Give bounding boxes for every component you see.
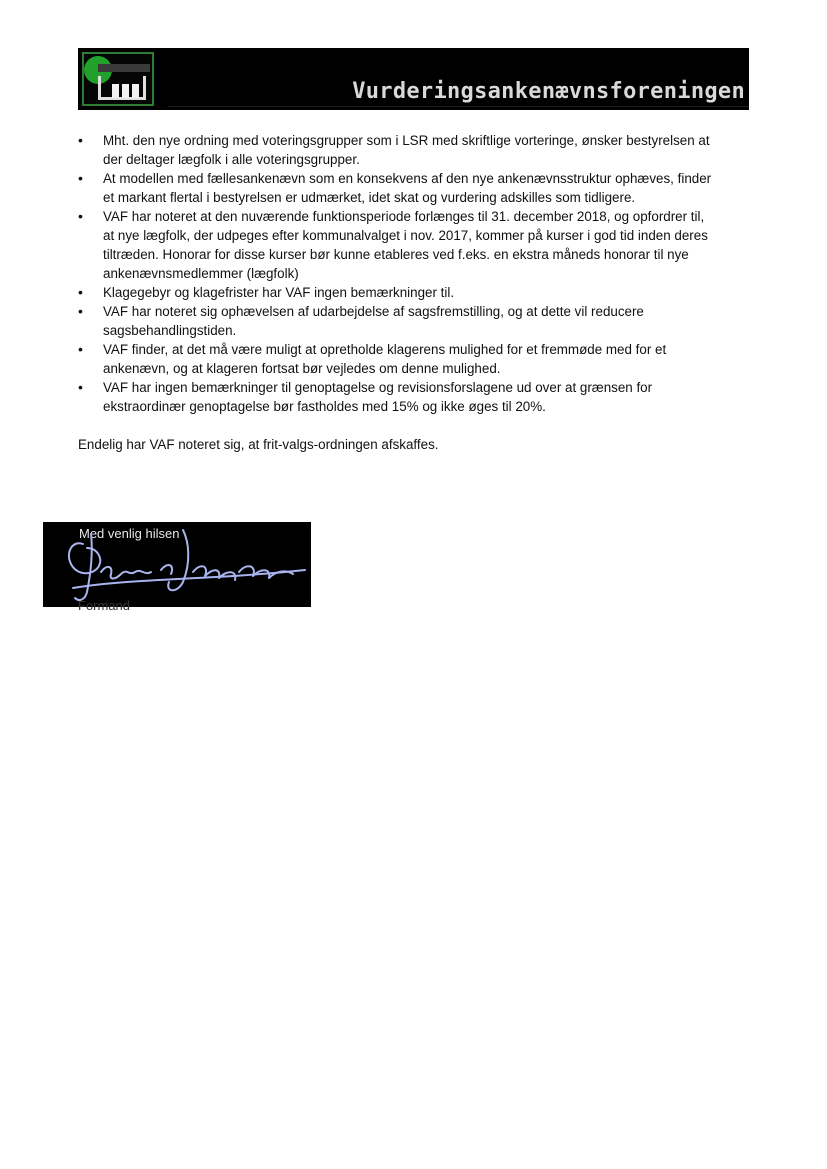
closing-paragraph: Endelig har VAF noteret sig, at frit-valgs-ordningen afskaffes. (78, 437, 439, 452)
handwritten-signature (43, 522, 311, 607)
signature-greeting: Med venlig hilsen (79, 526, 180, 541)
signature-title: Formand (78, 598, 131, 613)
bullet-item: • VAF har noteret at den nuværende funktionsperiode forlænges til 31. december 2018, og opfordrer til, at nye lægfolk, der udpeges efter kommunalvalget i nov. 2017, kommer på kurser i god tid inden deres tiltræden. Honorar for disse kurser bør kunne etableres ved f.eks. en ekstra måneds honorar til nye ankenævnsmedlemmer (lægfolk) (78, 207, 718, 283)
header-banner (78, 48, 749, 110)
bullet-item: • VAF har noteret sig ophævelsen af udarbejdelse af sagsfremstilling, og at dette vil reducere sagsbehandlingstiden. (78, 302, 718, 340)
banner-divider (168, 106, 749, 107)
bullet-item: • Mht. den nye ordning med voteringsgrupper som i LSR med skriftlige vorteringe, ønsker bestyrelsen at der deltager lægfolk i alle voteringsgrupper. (78, 131, 718, 169)
document-body (78, 131, 718, 467)
bullet-item: • VAF har ingen bemærkninger til genoptagelse og revisionsforslagene ud over at grænsen for ekstraordinær genoptagelse bør fastholdes med 15% og ikke øges til 20%. (78, 378, 718, 416)
signature-image (43, 522, 311, 607)
bullet-item: • At modellen med fællesankenævn som en konsekvens af den nye ankenævnsstruktur ophæves, finder et markant flertal i bestyrelsen er udmærket, idet skat og vurdering adskilles som tidligere. (78, 169, 718, 207)
bullet-item: • VAF finder, at det må være muligt at opretholde klagerens mulighed for et fremmøde med for et ankenævn, og at klageren fortsat bør vejledes om denne mulighed. (78, 340, 718, 378)
organization-logo (82, 52, 154, 106)
organization-name: Vurderingsankenævnsforeningen (352, 79, 745, 104)
bullet-item: • Klagegebyr og klagefrister har VAF ingen bemærkninger til. (78, 283, 718, 302)
bullet-list (78, 131, 718, 416)
